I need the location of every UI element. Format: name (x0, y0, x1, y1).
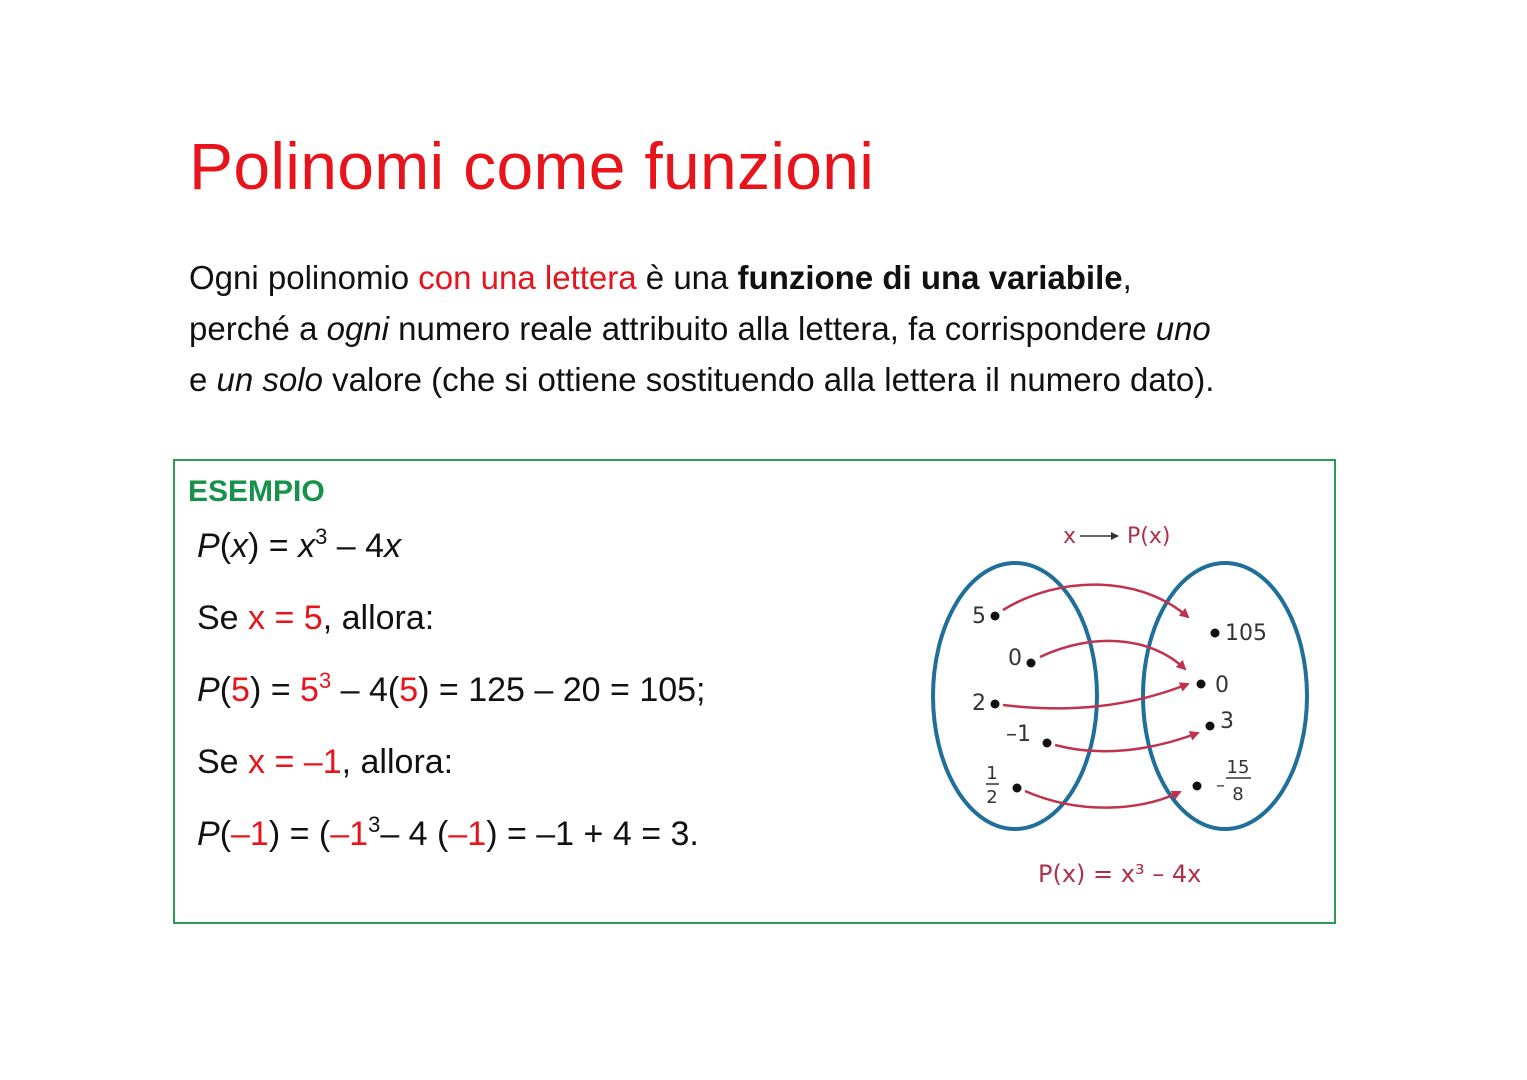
codomain-value-105: 105 (1225, 621, 1267, 646)
codomain-point (1197, 680, 1206, 689)
codomain-value-0: 0 (1215, 673, 1229, 698)
case-2-condition: Se x = –1, allora: (197, 743, 454, 781)
header-px-label: P(x) (1127, 524, 1171, 549)
domain-point (1027, 659, 1036, 668)
codomain-point (1193, 782, 1202, 791)
case-2-calculation: $P(-1) = (-1^3-$ 4 (–1) = –1 + 4 = 3. (197, 812, 699, 853)
domain-point (1043, 739, 1052, 748)
domain-value-minus-1: –1 (1006, 722, 1031, 747)
intro-line-3: e un solo valore (che si ottiene sostituendo alla lettera il numero dato). (189, 361, 1215, 398)
domain-point (991, 700, 1000, 709)
domain-fraction-numerator: 1 (986, 763, 998, 784)
codomain-fraction-denominator: 8 (1232, 784, 1244, 805)
case-1-condition: Se x = 5, allora: (197, 599, 435, 637)
example-label: ESEMPIO (188, 475, 325, 508)
domain-point (991, 612, 1000, 621)
codomain-fraction-numerator: 15 (1226, 757, 1250, 778)
domain-fraction-denominator: 2 (986, 787, 998, 808)
mapping-diagram (920, 515, 1320, 895)
intro-line-2: perché a ogni numero reale attribuito alla lettera, fa corrispondere uno (189, 310, 1211, 347)
highlight-text: con una lettera (418, 259, 637, 296)
case-1-calculation: $P(5) = 5^3 - 4(5) = 125 - 20 = 105$; (197, 668, 706, 709)
codomain-value-3: 3 (1220, 709, 1234, 734)
intro-line-1: Ogni polinomio con una lettera è una funzione di una variabile, (189, 259, 1132, 296)
domain-value-5: 5 (972, 604, 986, 629)
intro-paragraph (189, 252, 1349, 405)
diagram-caption: P(x) = x³ – 4x (1038, 860, 1202, 888)
page-title: Polinomi come funzioni (189, 129, 875, 203)
bold-text: funzione di una variabile (737, 259, 1123, 296)
mapping-arrow-0-to-0 (1040, 641, 1185, 669)
polynomial-definition: $P(x) = x^3 - 4x$ (197, 524, 402, 565)
codomain-minus-sign: – (1216, 775, 1225, 796)
domain-value-2: 2 (972, 691, 986, 716)
mapping-arrow-minus1-to-3 (1055, 733, 1198, 751)
domain-point (1013, 784, 1022, 793)
codomain-point (1211, 629, 1220, 638)
mapping-arrow-half-to-minus15-8 (1025, 791, 1180, 808)
codomain-point (1206, 722, 1215, 731)
domain-value-0: 0 (1008, 646, 1022, 671)
header-x-label: x (1063, 524, 1077, 549)
